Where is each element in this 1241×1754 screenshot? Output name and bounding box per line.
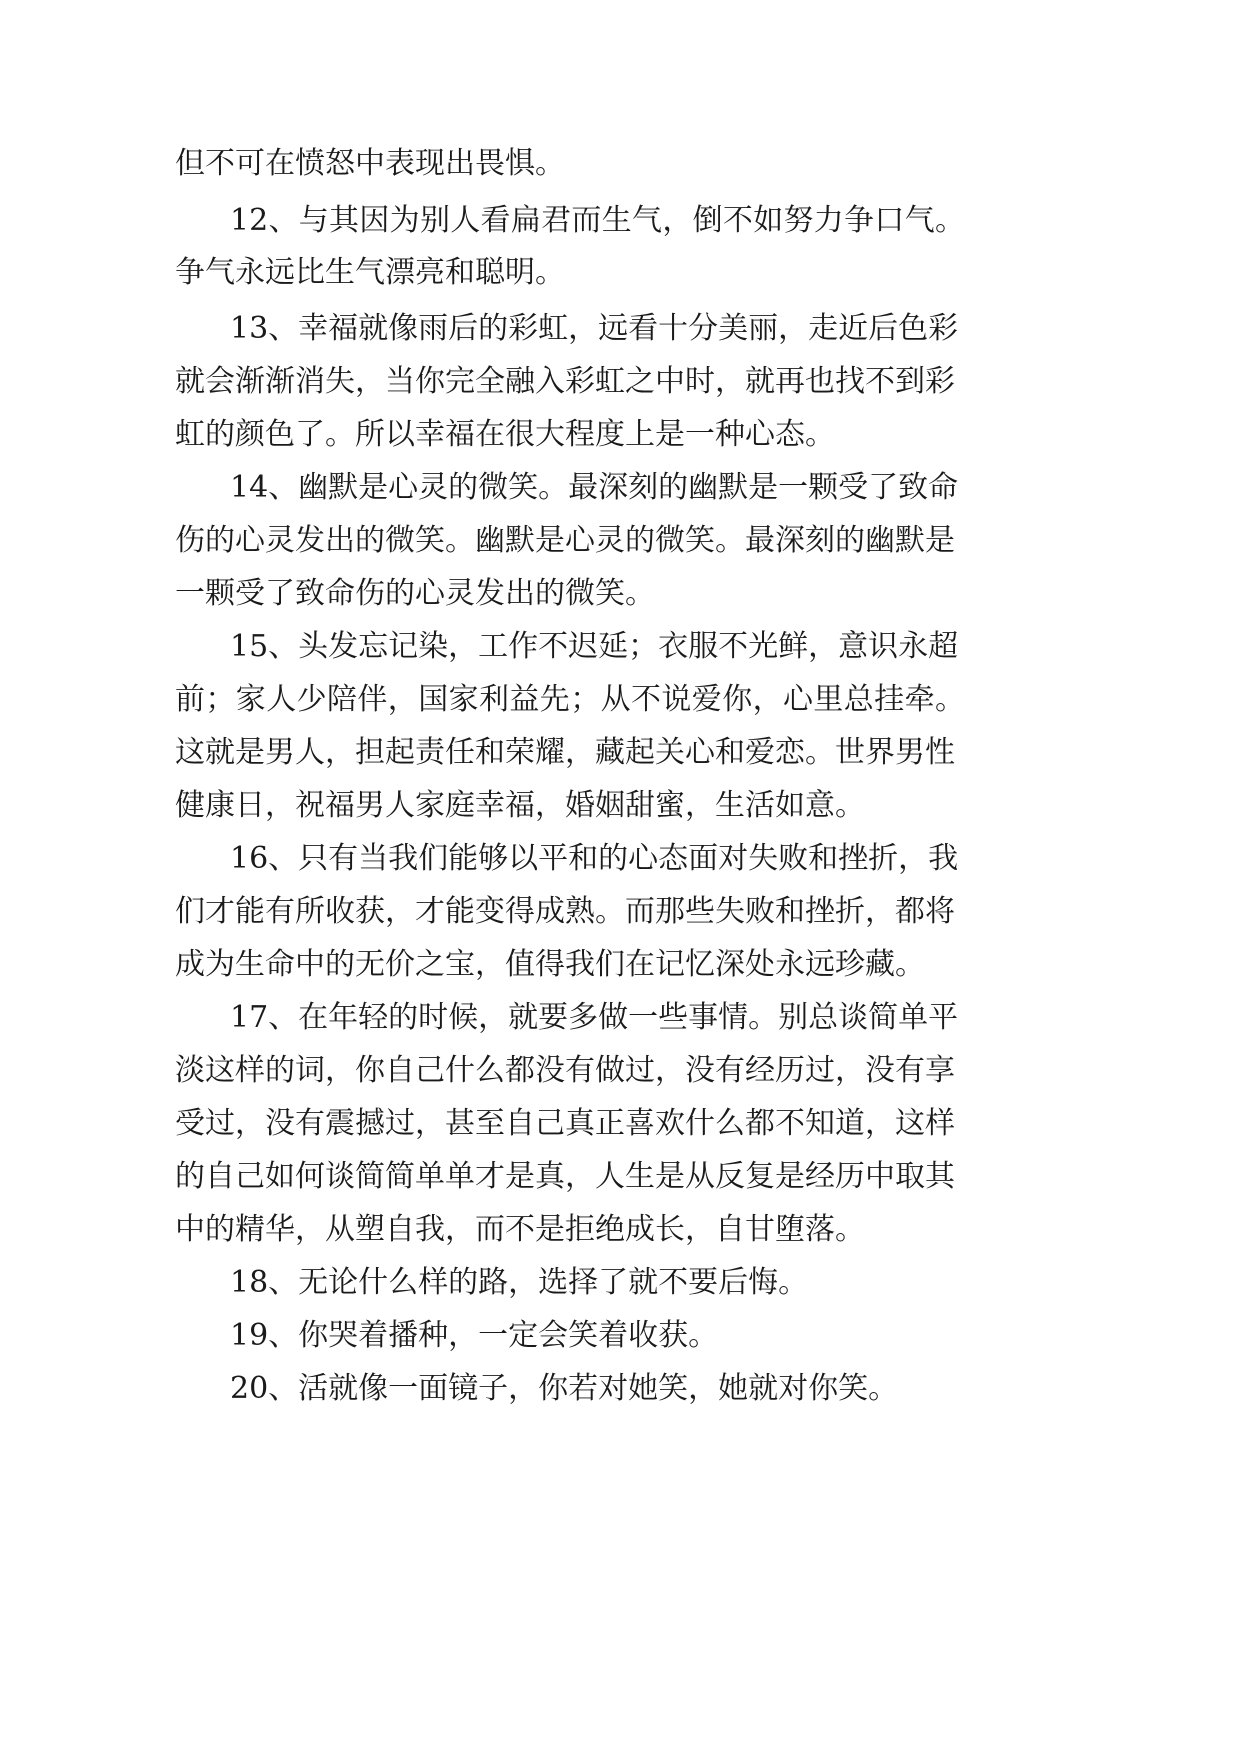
text-line: 20、活就像一面镜子，你若对她笑，她就对你笑。 bbox=[230, 1371, 899, 1406]
text-line: 12、与其因为别人看扁君而生气，倒不如努力争口气。 bbox=[230, 203, 965, 238]
text-line: 19、你哭着播种，一定会笑着收获。 bbox=[230, 1318, 719, 1353]
text-line: 前；家人少陪伴，国家利益先；从不说爱你，心里总挂牵。 bbox=[175, 682, 965, 717]
text-line: 15、头发忘记染，工作不迟延；衣服不光鲜，意识永超 bbox=[230, 629, 959, 664]
text-line: 伤的心灵发出的微笑。幽默是心灵的微笑。最深刻的幽默是 bbox=[175, 523, 955, 558]
text-line: 虹的颜色了。所以幸福在很大程度上是一种心态。 bbox=[175, 417, 835, 452]
text-line: 这就是男人，担起责任和荣耀，藏起关心和爱恋。世界男性 bbox=[175, 735, 955, 770]
text-line: 17、在年轻的时候，就要多做一些事情。别总谈简单平 bbox=[230, 1000, 959, 1035]
text-line: 争气永远比生气漂亮和聪明。 bbox=[175, 255, 565, 290]
text-line: 中的精华，从塑自我，而不是拒绝成长，自甘堕落。 bbox=[175, 1212, 865, 1247]
text-line: 淡这样的词，你自己什么都没有做过，没有经历过，没有享 bbox=[175, 1053, 955, 1088]
text-line: 但不可在愤怒中表现出畏惧。 bbox=[175, 146, 565, 181]
text-line: 的自己如何谈简简单单才是真，人生是从反复是经历中取其 bbox=[175, 1159, 955, 1194]
text-line: 18、无论什么样的路，选择了就不要后悔。 bbox=[230, 1265, 809, 1300]
text-line: 一颗受了致命伤的心灵发出的微笑。 bbox=[175, 576, 655, 611]
text-line: 成为生命中的无价之宝，值得我们在记忆深处永远珍藏。 bbox=[175, 947, 925, 982]
text-line: 健康日，祝福男人家庭幸福，婚姻甜蜜，生活如意。 bbox=[175, 788, 865, 823]
text-line: 16、只有当我们能够以平和的心态面对失败和挫折，我 bbox=[230, 841, 959, 876]
text-line: 13、幸福就像雨后的彩虹，远看十分美丽，走近后色彩 bbox=[230, 311, 959, 346]
text-line: 受过，没有震撼过，甚至自己真正喜欢什么都不知道，这样 bbox=[175, 1106, 955, 1141]
text-line: 就会渐渐消失，当你完全融入彩虹之中时，就再也找不到彩 bbox=[175, 364, 955, 399]
text-line: 14、幽默是心灵的微笑。最深刻的幽默是一颗受了致命 bbox=[230, 470, 959, 505]
text-line: 们才能有所收获，才能变得成熟。而那些失败和挫折，都将 bbox=[175, 894, 955, 929]
